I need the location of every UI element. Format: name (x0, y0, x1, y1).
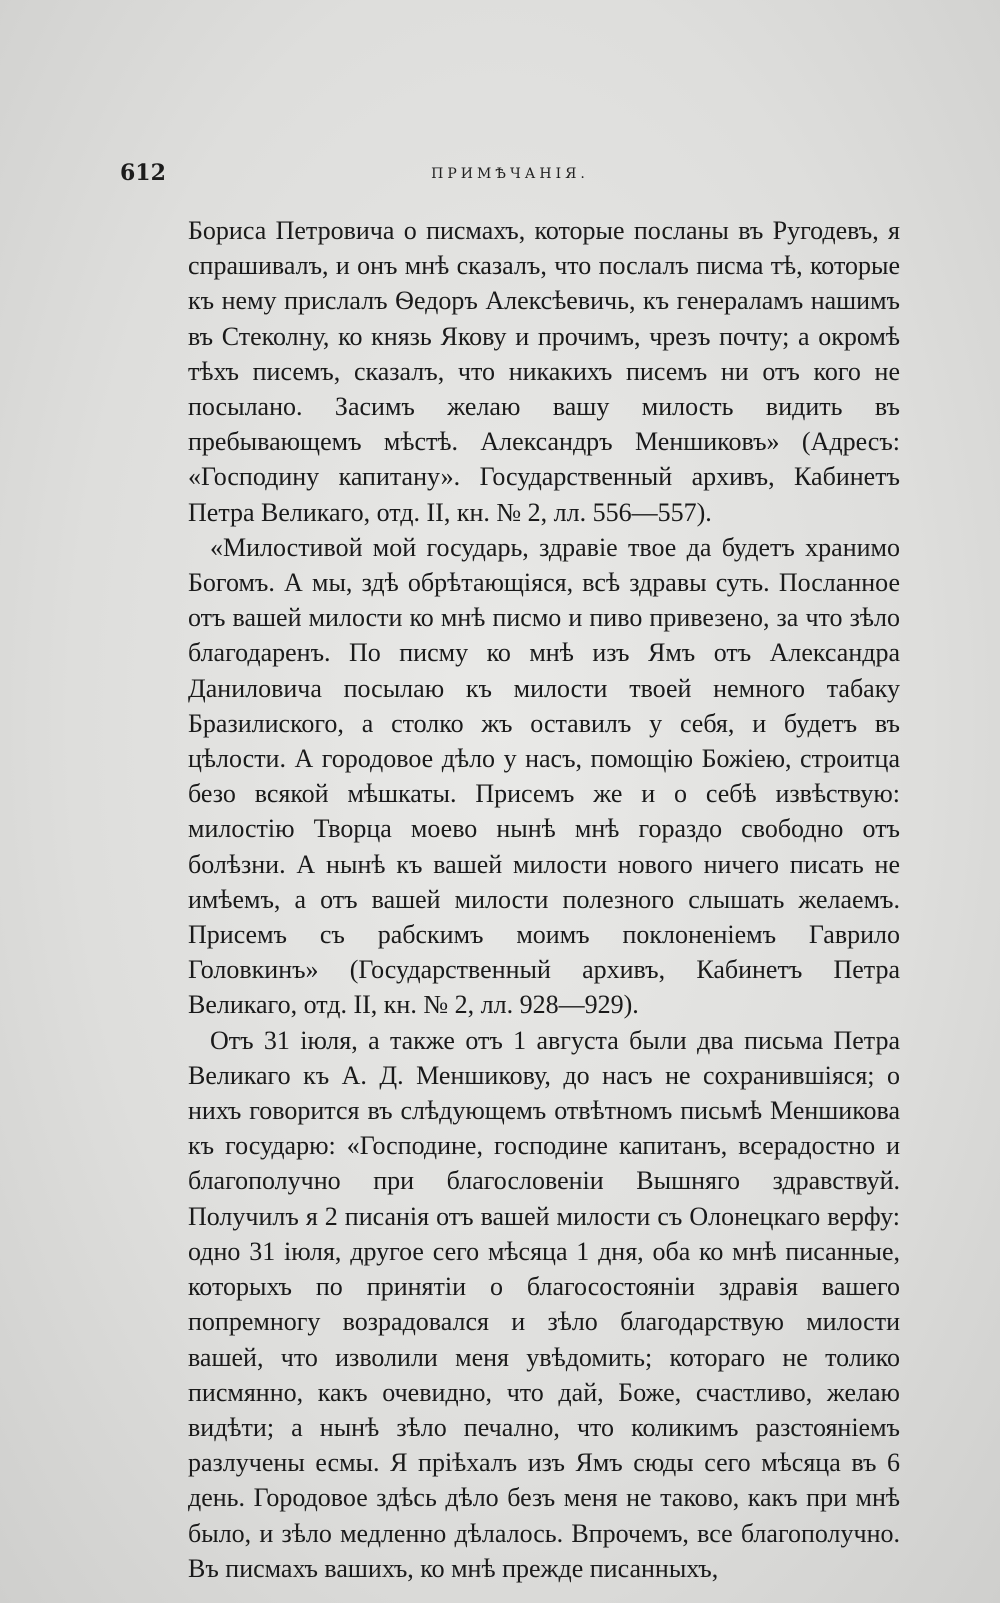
paragraph-golovkin-letter: «Милостивой мой государь, здравіе твое да будетъ хранимо Богомъ. А мы, здѣ обрѣтающіяся, всѣ здравы суть. Посланное отъ вашей милости ко мнѣ писмо и пиво привезено, за что зѣло благодаренъ. По писму ко мнѣ изъ Ямъ отъ Александра Даниловича посылаю къ милости твоей немного табаку Бразилиского, а столко жъ оставилъ у себя, и будетъ въ цѣлости. А городовое дѣло у насъ, помощію Божіею, строитца безо всякой мѣшкаты. Присемъ же и о себѣ извѣствую: милостію Творца моево нынѣ мнѣ гораздо свободно отъ болѣзни. А нынѣ къ вашей милости нового ничего писать не имѣемъ, а отъ вашей милости полезного слышать желаемъ. Присемъ съ рабскимъ моимъ поклоненіемъ Гаврило Головкинъ» (Государственный архивъ, Кабинетъ Петра Великаго, отд. II, кн. № 2, лл. 928—929). (188, 532, 900, 1020)
section-title: ПРИМѢЧАНІЯ. (431, 166, 589, 182)
page-number: 612 (120, 160, 166, 186)
paragraph-menshikov-letter: Отъ 31 іюля, а также отъ 1 августа были два письма Петра Великаго къ А. Д. Меншикову, до насъ не сохранившіяся; о нихъ говорится въ слѣдующемъ отвѣтномъ письмѣ Меншикова къ государю: «Господине, господине капитанъ, всерадостно и благополучно при благословеніи Вышняго здравствуй. Получилъ я 2 писанія отъ вашей милости съ Олонецкаго верфу: одно 31 іюля, другое сего мѣсяца 1 дня, оба ко мнѣ писанные, которыхъ по принятіи о благосостояніи здравія вашего попремногу возрадовался и зѣло благодарствую милости вашей, что изволили меня увѣдомить; котораго не толико писмянно, какъ очевидно, что дай, Боже, счастливо, желаю видѣти; а нынѣ зѣло печално, что коликимъ разстояніемъ разлучены есмы. Я пріѣхалъ изъ Ямъ сюды сего мѣсяца въ 6 день. Городовое здѣсь дѣло безъ меня не таково, какъ при мнѣ было, и зѣло медленно дѣлалось. Впрочемъ, все благополучно. Въ писмахъ вашихъ, ко мнѣ прежде писанныхъ, (188, 1025, 900, 1583)
running-head (120, 160, 900, 190)
body-text (188, 213, 900, 1586)
paragraph-continuation: Бориса Петровича о писмахъ, которые посланы въ Ругодевъ, я спрашивалъ, и онъ мнѣ сказалъ, что послалъ писма тѣ, которые къ нему прислалъ Ѳедоръ Алексѣевичь, къ генераламъ нашимъ въ Стеколну, ко князь Якову и прочимъ, чрезъ почту; а окромѣ тѣхъ писемъ, сказалъ, что никакихъ писемъ ни отъ кого не посылано. Засимъ желаю вашу милость видить въ пребывающемъ мѣстѣ. Александръ Меншиковъ» (Адресъ: «Господину капитану». Государственный архивъ, Кабинетъ Петра Великаго, отд. II, кн. № 2, лл. 556—557). (188, 216, 900, 527)
